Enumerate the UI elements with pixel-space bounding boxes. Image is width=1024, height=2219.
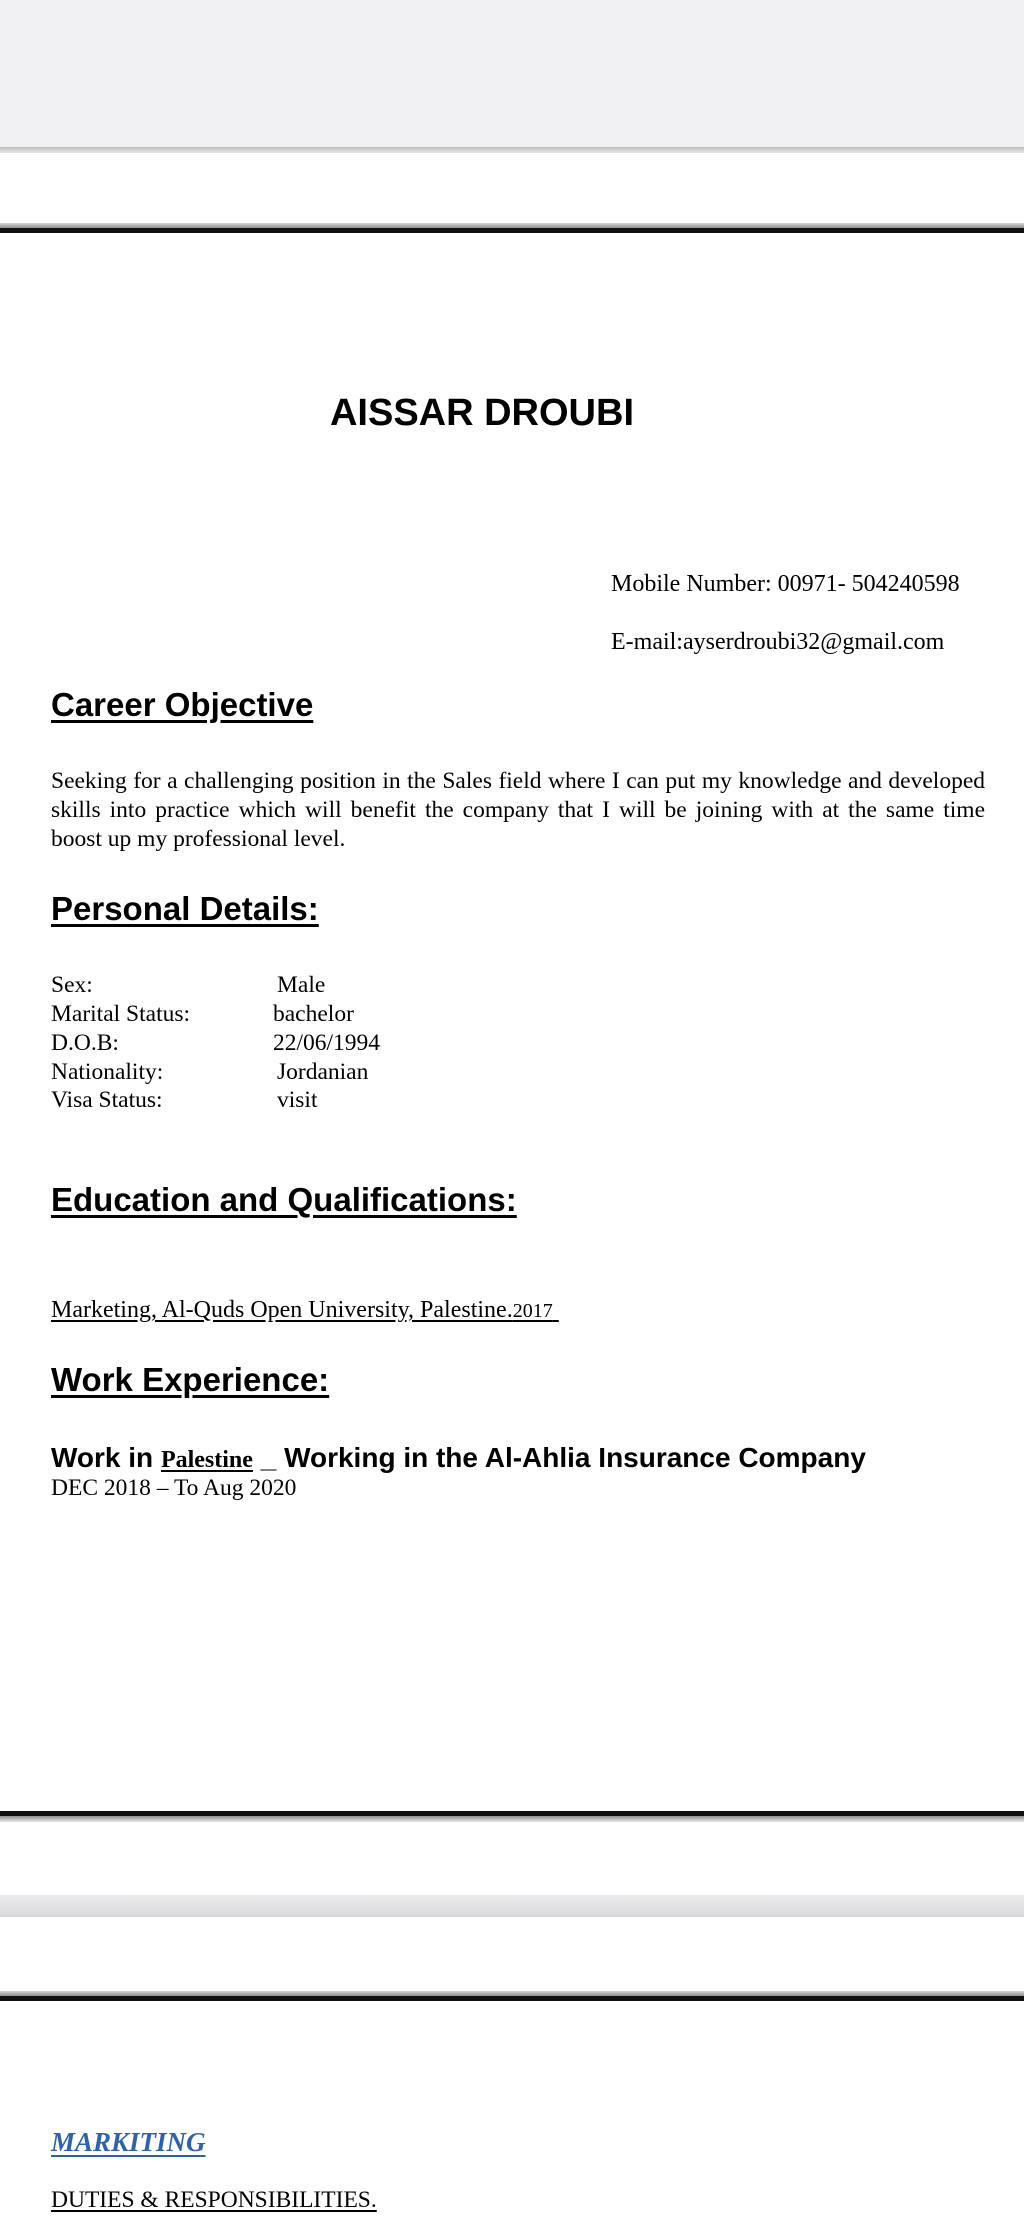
detail-value: bachelor [273,1001,354,1027]
mobile-number: Mobile Number: 00971- 504240598 [611,571,960,597]
detail-row-marital-status [51,1001,551,1030]
detail-value: visit [277,1087,318,1113]
page-gap [0,1822,1024,1900]
detail-label: D.O.B: [51,1030,119,1056]
page-gap-shadow [0,1895,1024,1917]
top-gray-margin [0,0,1024,147]
education-heading: Education and Qualifications: [51,1181,517,1218]
detail-label: Visa Status: [51,1087,163,1113]
detail-label: Marital Status: [51,1001,191,1027]
header-rule [0,228,1024,233]
work-experience-heading: Work Experience: [51,1361,330,1398]
detail-row-dob [51,1030,551,1059]
header-gray-strip [0,153,1024,226]
education-text: Marketing, Al-Quds Open University, Palestine. [51,1297,513,1323]
header-rule-shadow [0,223,1024,228]
page2-header-rule [0,1996,1024,2001]
page2-header-strip [0,1917,1024,1995]
education-year: 2017 [512,1300,553,1322]
detail-row-visa-status [51,1087,551,1116]
work-dates: DEC 2018 – To Aug 2020 [51,1475,297,1501]
detail-row-nationality [51,1059,551,1088]
resume-name: AISSAR DROUBI [329,392,635,434]
career-objective-text: Seeking for a challenging position in the Sales field where I can put my knowledge and developed skills into practice which will benefit the company that I will be joining with at the same time boost up my professional level. [51,768,985,852]
work-separator: _ [260,1442,277,1473]
work-entry-title [51,1442,866,1474]
detail-value: 22/06/1994 [273,1030,381,1056]
personal-details-heading: Personal Details: [51,890,319,927]
detail-value: Male [277,972,326,998]
duties-heading: DUTIES & RESPONSIBILITIES. [51,2187,377,2213]
detail-value: Jordanian [277,1059,369,1085]
email-address: E-mail:ayserdroubi32@gmail.com [611,629,945,655]
education-entry [51,1297,559,1324]
detail-label: Nationality: [51,1059,164,1085]
detail-row-sex [51,972,551,1001]
career-objective-heading: Career Objective [51,686,314,723]
work-company: Working in the Al-Ahlia Insurance Company [284,1442,866,1473]
detail-label: Sex: [51,972,93,998]
work-location: Palestine [160,1447,253,1473]
work-prefix: Work in [51,1442,154,1473]
marketing-section-title: MARKITING [51,2127,206,2157]
